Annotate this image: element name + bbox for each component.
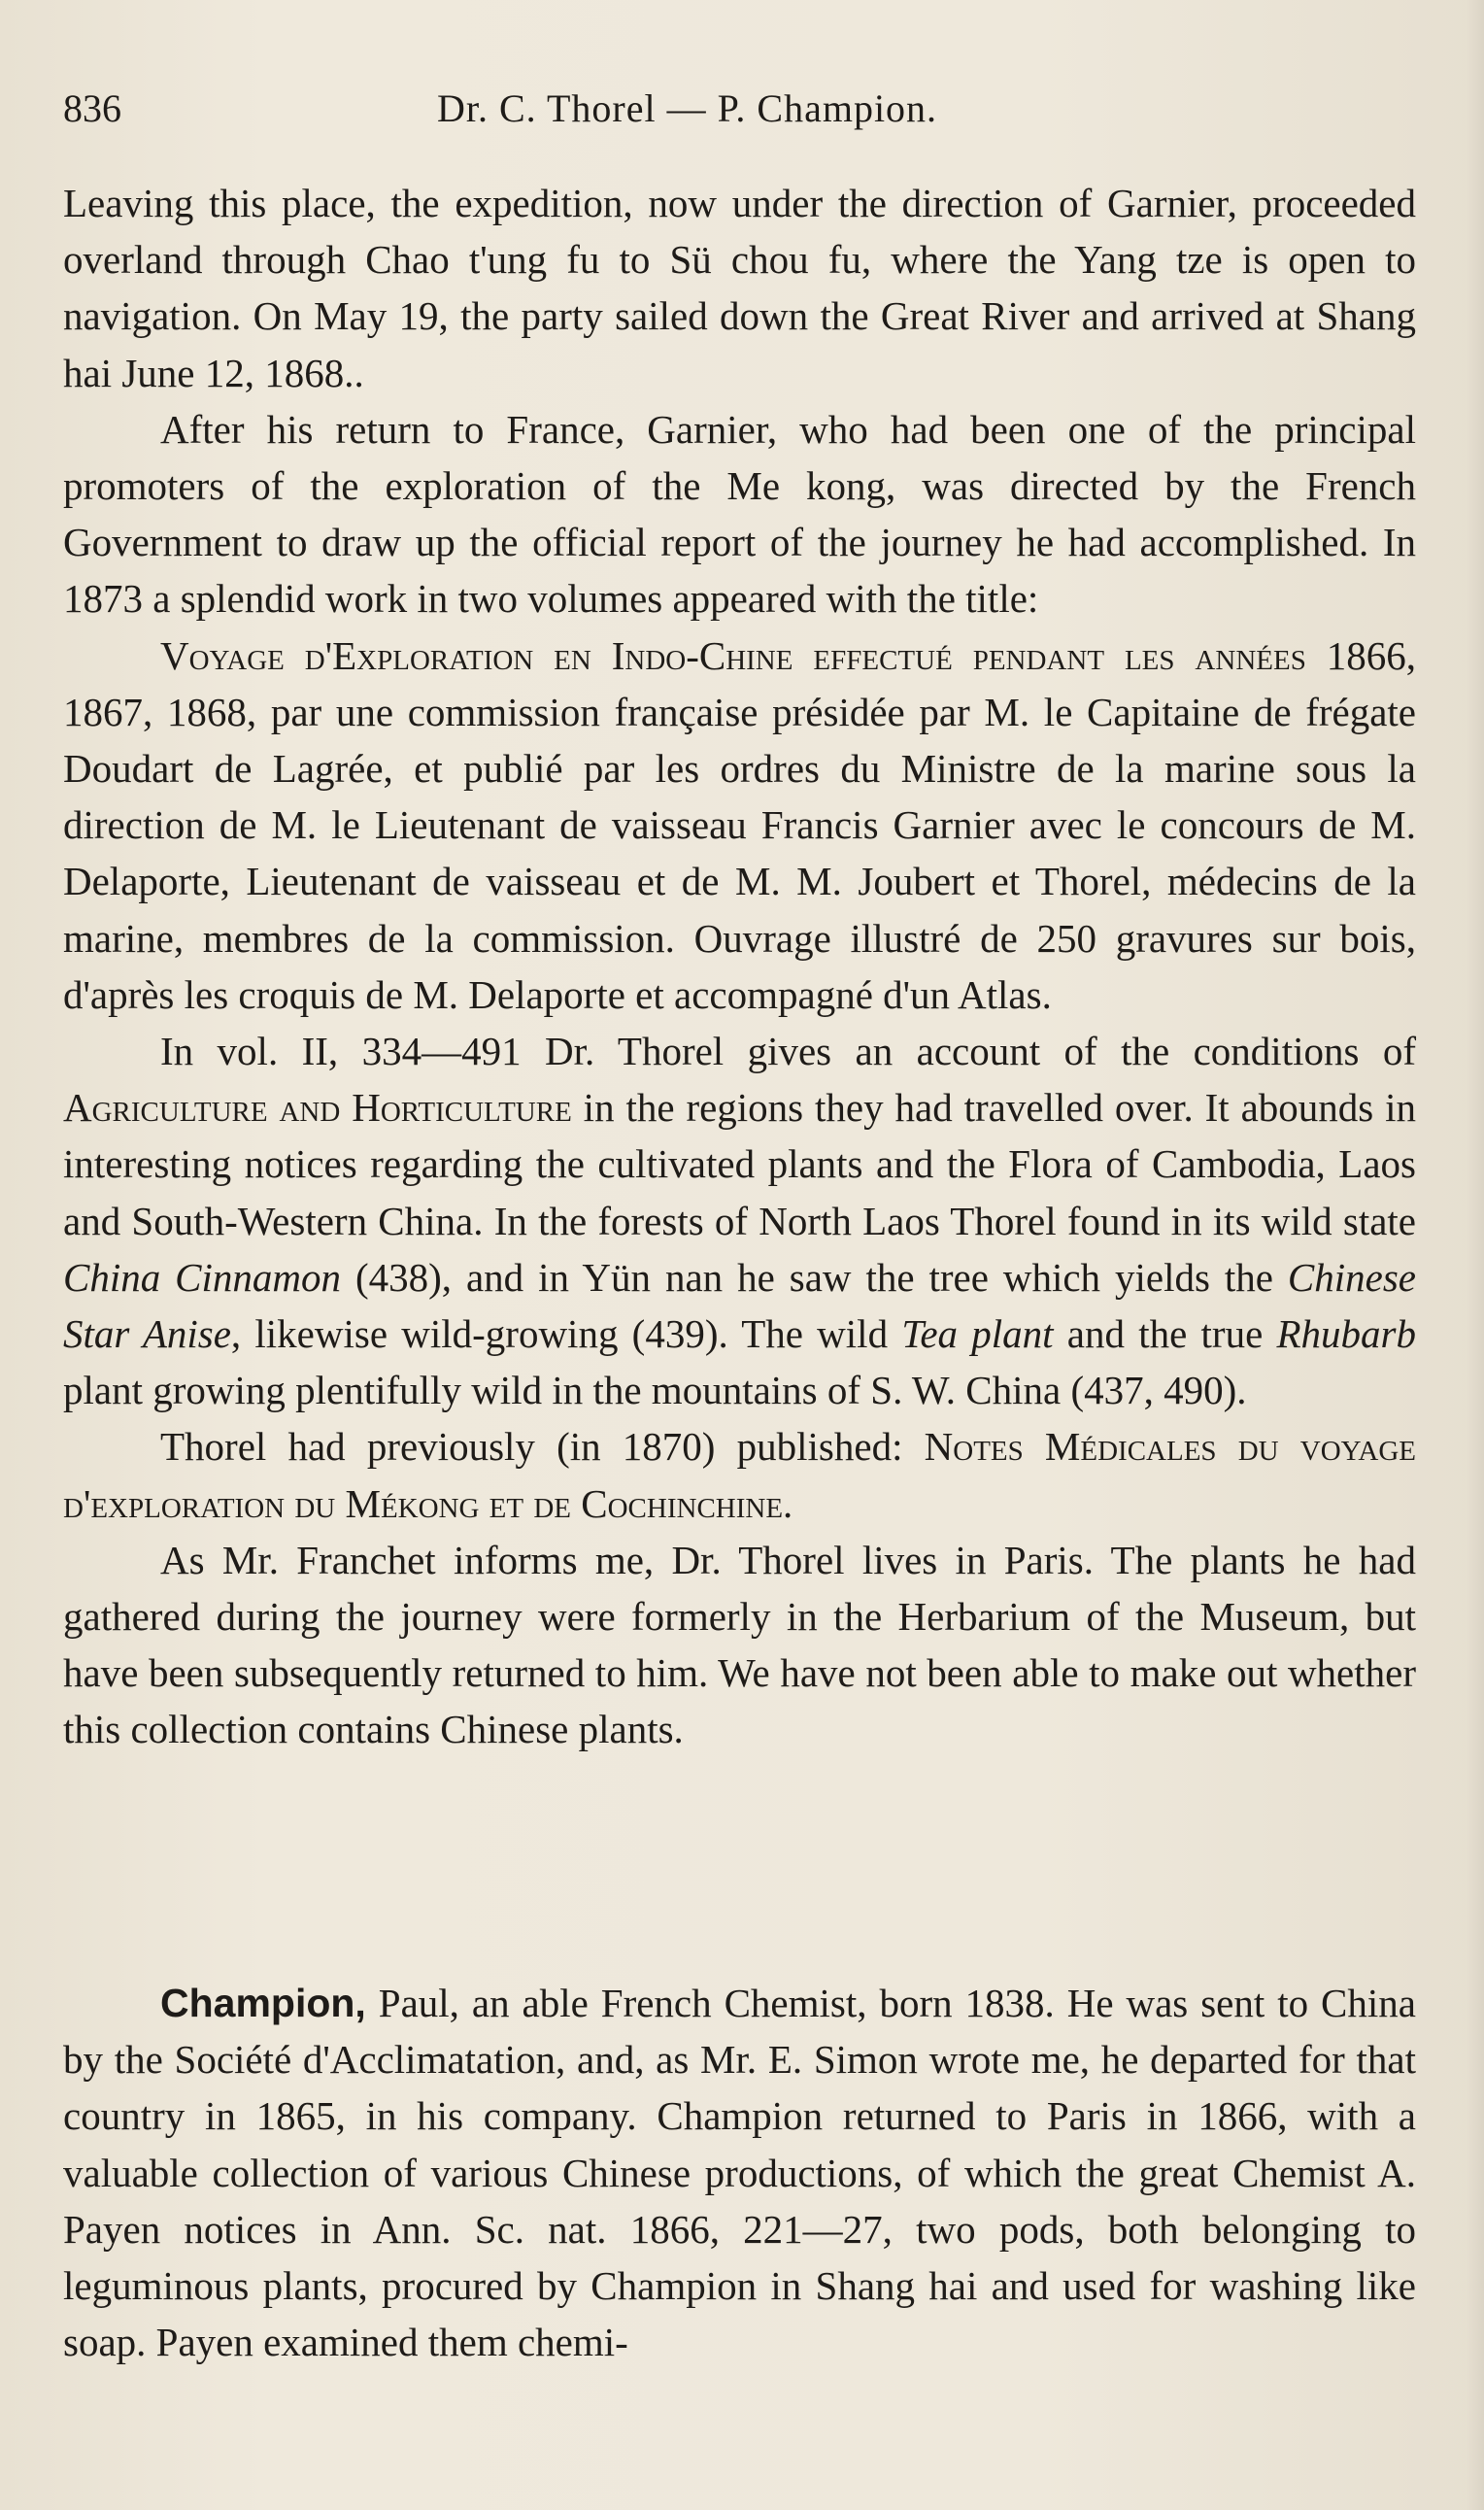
paragraph-garnier-report: After his return to France, Garnier, who had been one of the principal promoters of the exploration of the Me kong, was directed by the French Government to draw up the official report of the journey he had accomplished. In 1873 a splendid work in two volumes appeared with the title: <box>63 406 1416 622</box>
text-segment: Thorel had previously (in 1870) published: <box>160 1424 925 1470</box>
main-text <box>63 175 1416 1758</box>
plant-name: Tea plant <box>901 1311 1054 1357</box>
paragraph-franchet: As Mr. Franchet informs me, Dr. Thorel lives in Paris. The plants he had gathered during the journey were formerly in the Herbarium of the Museum, but have been subsequently returned to him. We have not been able to make out whether this collection contains Chinese plants. <box>63 1537 1416 1752</box>
paragraph-expedition: Leaving this place, the expedition, now under the direction of Garnier, proceeded overland through Chao t'ung fu to Sü chou fu, where the Yang tze is open to navigation. On May 19, the party sailed down the Great River and arrived at Shang hai June 12, 1868.. <box>63 181 1416 395</box>
plant-name: China Cinnamon <box>63 1254 342 1300</box>
plant-name: Rhubarb <box>1276 1311 1416 1357</box>
text-segment: and the true <box>1053 1311 1277 1357</box>
paragraph-champion <box>63 1975 1416 2370</box>
entry-text: Paul, an able French Chemist, born 1838. He was sent to China by the Société d'Acclimatation, and, as Mr. E. Simon wrote me, he departed for that country in 1865, in his company. Champion returned to Paris in 1866, with a valuable collection of various Chinese productions, of which the great Chemist A. Payen notices in Ann. Sc. nat. 1866, 221—27, two pods, both belonging to leguminous plants, procured by Champion in Shang hai and used for washing like soap. Payen examined them chemi- <box>63 1981 1416 2365</box>
page-number: 836 <box>63 86 121 130</box>
champion-entry <box>63 1975 1416 2370</box>
paragraph-agriculture <box>63 1023 1416 1418</box>
plant-name: Chinese Star Anise <box>63 1254 1416 1357</box>
page-edge-shadow <box>1467 0 1484 2510</box>
running-head: Dr. C. Thorel — P. Champion. <box>437 86 938 130</box>
text-segment: , likewise wild-growing (439). The wild <box>230 1311 902 1357</box>
paragraph-publication <box>63 1418 1416 1531</box>
page-header <box>63 78 1416 136</box>
work-title: Voyage d'Exploration en Indo-Chine effectué pendant les années <box>160 632 1306 678</box>
paragraph-title-quote <box>63 628 1416 1023</box>
entry-name: Champion, <box>160 1981 366 2025</box>
text-segment: In vol. II, 334—491 Dr. Thorel gives an account of the conditions of <box>160 1029 1416 1074</box>
text-segment: plant growing plentifully wild in the mountains of S. W. China (437, 490). <box>63 1368 1247 1413</box>
text-segment: in the regions they had travelled over. It abounds in interesting notices regarding the cultivated plants and the Flora of Cambodia, Laos and South-Western China. In the forests of North Laos Thorel found in its wild state <box>63 1085 1417 1243</box>
section-name: Agriculture and Horticulture <box>63 1085 572 1131</box>
publication-title: Notes Médicales du voyage d'exploration du Mékong et de Cochinchine. <box>63 1424 1416 1526</box>
text-segment: (438), and in Yün nan he saw the tree which yields the <box>341 1254 1288 1300</box>
work-title-details: 1866, 1867, 1868, par une commission française présidée par M. le Capitaine de frégate Doudart de Lagrée, et publié par les ordres du Ministre de la marine sous la direction de M. le Lieutenant de vaisseau Francis Garnier avec le concours de M. Delaporte, Lieutenant de vaisseau et de M. M. Joubert et Thorel, médecins de la marine, membres de la commission. Ouvrage illustré de 250 gravures sur bois, d'après les croquis de M. Delaporte et accompagné d'un Atlas. <box>63 632 1416 1017</box>
